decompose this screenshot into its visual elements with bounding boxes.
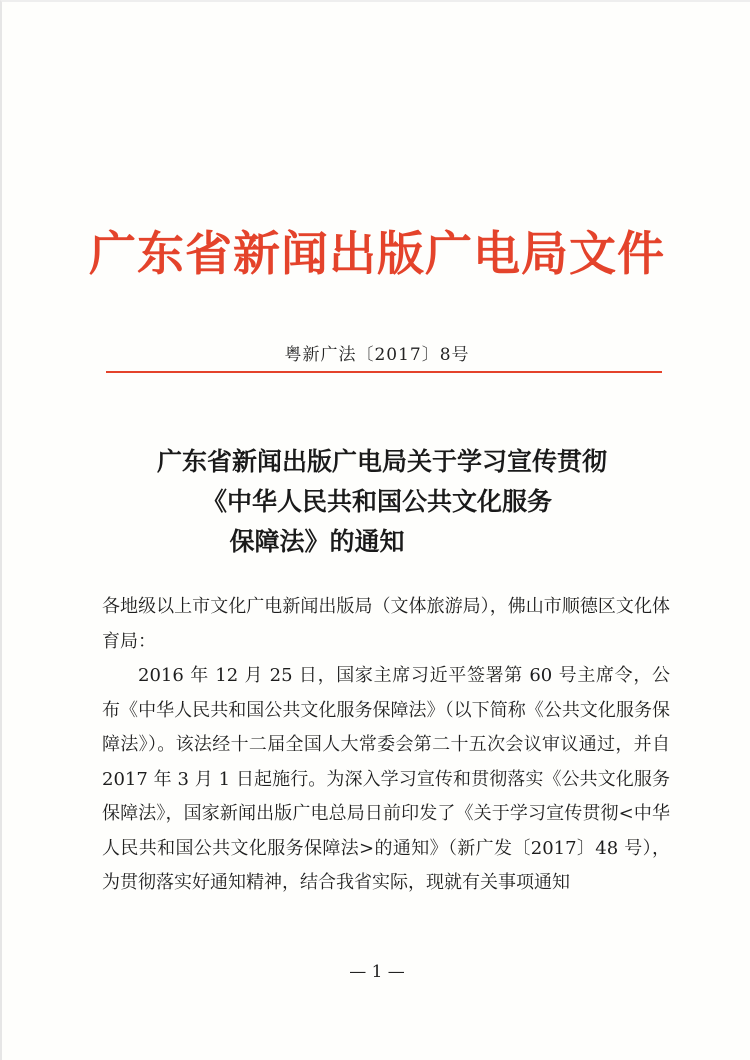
red-separator-line: [106, 371, 662, 373]
issuer-header-title: 广东省新闻出版广电局文件: [89, 227, 665, 282]
body-paragraph-1: 2016 年 12 月 25 日，国家主席习近平签署第 60 号主席令，公布《中华人民共和国公共文化服务保障法》（以下简称《公共文化服务保障法》）。该法经十二届全国人大常委会第二十五次会议审议通过，并自 2017 年 3 月 1 日起施行。为深入学习宣传和贯彻落实《公共文化服务保障法》，国家新闻出版广电总局日前印发了《关于学习宣传贯彻<中华人民共和国公共文化服务保障法>的通知》（新广发〔2017〕48 号），为贯彻落实好通知精神，结合我省实际，现就有关事项通知: [102, 665, 670, 893]
salutation-paragraph: 各地级以上市文化广电新闻出版局（文体旅游局），佛山市顺德区文化体育局：: [102, 596, 670, 652]
document-title-line-3: 保障法》的通知: [229, 527, 405, 556]
document-number: 粤新广法〔2017〕8号: [284, 345, 470, 365]
document-body: [102, 590, 670, 901]
document-title-line-2: 《中华人民共和国公共文化服务: [201, 487, 552, 516]
document-title: [2, 442, 750, 562]
page-number: — 1 —: [349, 962, 405, 982]
document-title-line-1: 广东省新闻出版广电局关于学习宣传贯彻: [156, 447, 607, 476]
